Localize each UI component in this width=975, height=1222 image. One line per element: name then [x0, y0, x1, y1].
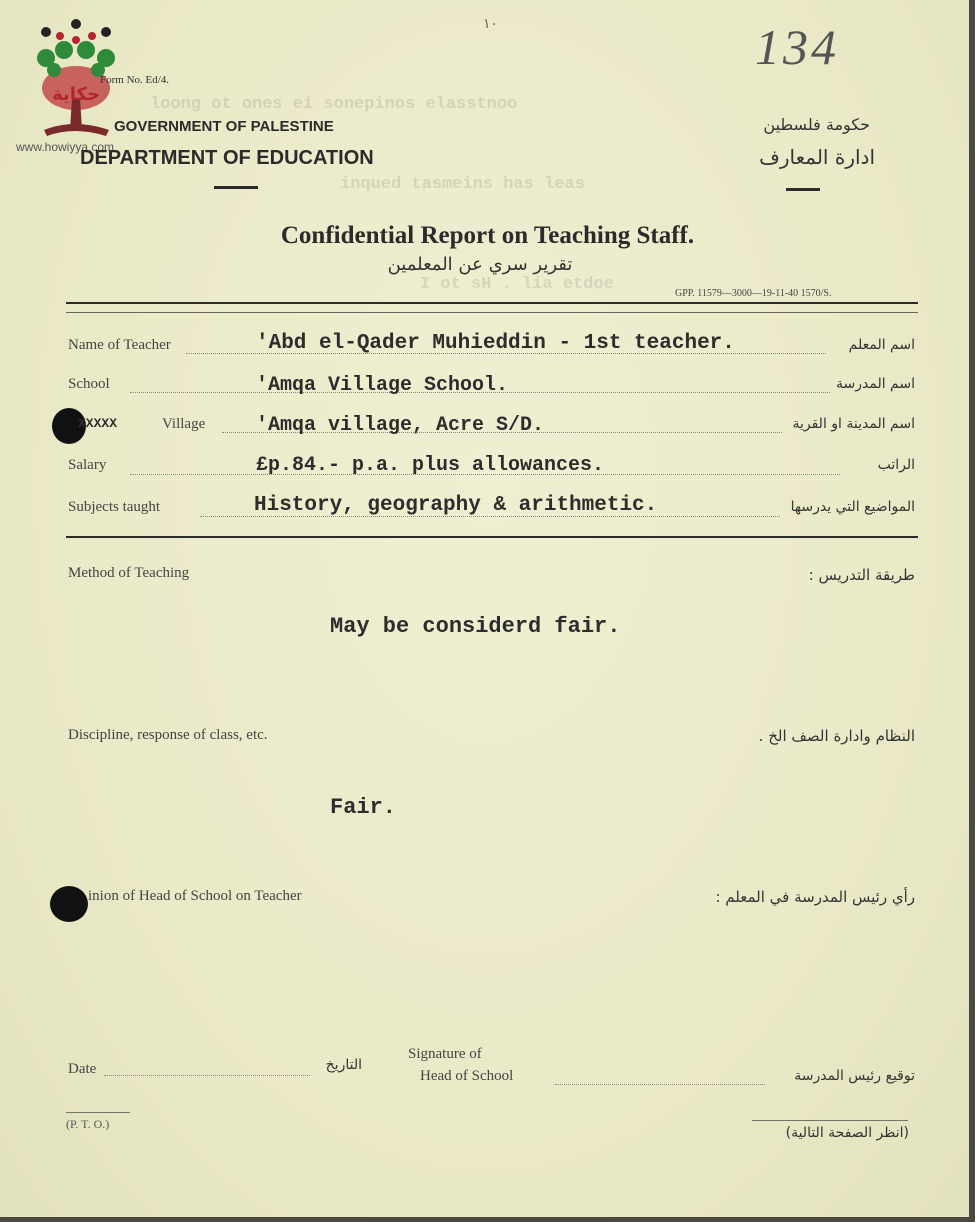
opinion-label-arabic: رأي رئيس المدرسة في المعلم : [715, 888, 915, 906]
date-line [104, 1075, 310, 1076]
opinion-label: inion of Head of School on Teacher [88, 888, 302, 904]
pto-label: (P. T. O.) [66, 1117, 110, 1131]
department-title-arabic: ادارة المعارف [759, 145, 875, 169]
report-title: Confidential Report on Teaching Staff. [280, 222, 695, 249]
header-rule-left [214, 186, 258, 189]
field-label-village-arabic: اسم المدينة او القرية [792, 416, 915, 432]
method-value: May be considerd fair. [330, 614, 621, 639]
fields-rule [66, 536, 918, 538]
method-label-arabic: طريقة التدريس : [808, 566, 915, 584]
field-value-village: 'Amqa village, Acre S/D. [256, 414, 545, 437]
field-label-salary-arabic: الراتب [877, 457, 915, 473]
top-mark: ١٠ [483, 17, 499, 32]
field-value-school: 'Amqa Village School. [256, 374, 509, 397]
field-label-school: School [68, 376, 110, 392]
bleed-through-text: inqued tasmeins has leas [340, 175, 585, 194]
discipline-label-arabic: النظام وادارة الصف الخ . [758, 727, 915, 745]
struck-text: XXXXX [78, 416, 118, 431]
report-title-arabic: تقرير سري عن المعلمين [387, 254, 573, 275]
field-label-teacher-arabic: اسم المعلم [848, 337, 915, 353]
date-label: Date [68, 1061, 97, 1077]
pto-rule [66, 1112, 130, 1113]
method-label: Method of Teaching [68, 565, 190, 581]
signature-label-line2: Head of School [420, 1068, 514, 1084]
page-number-handwritten: 134 [755, 19, 839, 75]
logo-watermark: حكاية [52, 84, 100, 105]
field-value-salary: £p.84.- p.a. plus allowances. [256, 454, 605, 477]
department-title: DEPARTMENT OF EDUCATION [80, 147, 374, 169]
signature-label-line1: Signature of [408, 1046, 482, 1062]
title-rule-thin [66, 312, 918, 313]
field-label-salary: Salary [68, 457, 107, 473]
print-code: GPP. 11579—3000—19-11-40 1570/S. [675, 288, 832, 299]
signature-label-arabic: توقيع رئيس المدرسة [794, 1068, 915, 1084]
pto-label-arabic: (انظر الصفحة التالية) [785, 1125, 909, 1141]
discipline-value: Fair. [330, 795, 397, 820]
field-label-teacher: Name of Teacher [68, 337, 171, 353]
field-label-subjects: Subjects taught [68, 499, 161, 515]
government-title-arabic: حكومة فلسطين [763, 115, 870, 134]
field-value-subjects: History, geography & arithmetic. [254, 494, 658, 517]
title-rule [66, 302, 918, 304]
government-title: GOVERNMENT OF PALESTINE [114, 118, 334, 135]
field-label-school-arabic: اسم المدرسة [836, 376, 915, 392]
header-rule-right [786, 188, 820, 191]
bleed-through-text: loong ot ones ei sonepinos elasstnoo [150, 95, 518, 114]
pto-rule-arabic [752, 1120, 908, 1121]
signature-line [555, 1084, 765, 1085]
date-label-arabic: التاريخ [325, 1057, 362, 1073]
bleed-through-text: I ot sH . lia etdoe [420, 275, 614, 294]
field-value-teacher: 'Abd el-Qader Muhieddin - 1st teacher. [256, 332, 735, 355]
logo-website: www.howiyya.com [16, 140, 115, 154]
discipline-label: Discipline, response of class, etc. [68, 727, 268, 743]
ink-blot [50, 886, 88, 922]
scan-edge-right [969, 0, 975, 1222]
scan-edge-bottom [0, 1217, 975, 1222]
form-number: Form No. Ed/4. [100, 74, 170, 86]
field-label-subjects-arabic: المواضيع التي يدرسها [790, 499, 915, 515]
field-label-village: Village [162, 416, 206, 432]
